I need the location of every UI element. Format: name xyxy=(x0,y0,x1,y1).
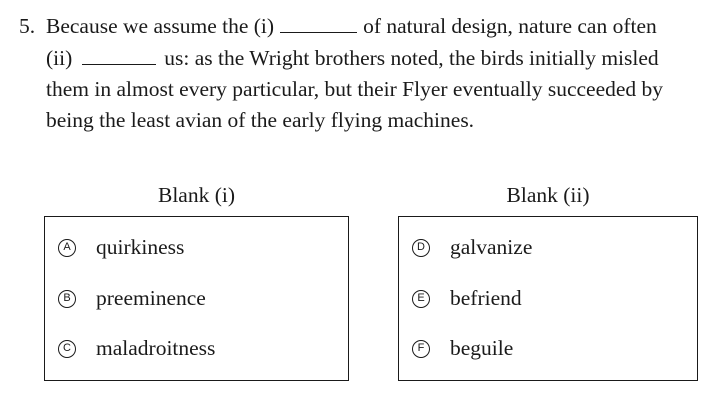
question-line-4: being the least avian of the early flying machines. xyxy=(46,108,475,132)
blank-ii-header: Blank (ii) xyxy=(506,183,590,207)
choice-c-text: maladroitness xyxy=(96,336,216,360)
choice-a[interactable] xyxy=(58,235,184,260)
choice-c[interactable] xyxy=(58,336,215,361)
choice-a-letter-icon: A xyxy=(58,239,76,257)
question-number: 5. xyxy=(19,14,36,38)
choice-d[interactable] xyxy=(412,235,532,260)
choice-e-text: befriend xyxy=(450,286,522,310)
question-line-3: them in almost every particular, but their Flyer eventually succeeded by xyxy=(46,77,664,101)
choice-b-letter-icon: B xyxy=(58,290,76,308)
question-stem xyxy=(19,10,719,136)
blank-i-line xyxy=(280,10,357,33)
blank-ii-line xyxy=(82,42,156,65)
choice-f[interactable] xyxy=(412,336,513,361)
choice-f-letter-icon: F xyxy=(412,340,430,358)
choice-b-text: preeminence xyxy=(96,286,206,310)
choice-d-letter-icon: D xyxy=(412,239,430,257)
choice-f-text: beguile xyxy=(450,336,514,360)
choice-c-letter-icon: C xyxy=(58,340,76,358)
question-text-1b: of natural design, nature can often xyxy=(363,14,657,38)
question-line-1 xyxy=(19,10,719,42)
blank-ii-choices-box xyxy=(398,216,698,381)
choice-e[interactable] xyxy=(412,286,522,311)
blank-i-choices-box xyxy=(44,216,349,381)
question-line-2 xyxy=(19,42,719,74)
choice-e-letter-icon: E xyxy=(412,290,430,308)
choice-d-text: galvanize xyxy=(450,235,533,259)
question-text-2a: (ii) xyxy=(46,46,73,70)
choice-a-text: quirkiness xyxy=(96,235,185,259)
question-text-1a: Because we assume the (i) xyxy=(46,14,275,38)
question-text-2b: us: as the Wright brothers noted, the birds initially misled xyxy=(164,46,659,70)
choice-b[interactable] xyxy=(58,286,206,311)
blank-i-header: Blank (i) xyxy=(157,183,236,207)
